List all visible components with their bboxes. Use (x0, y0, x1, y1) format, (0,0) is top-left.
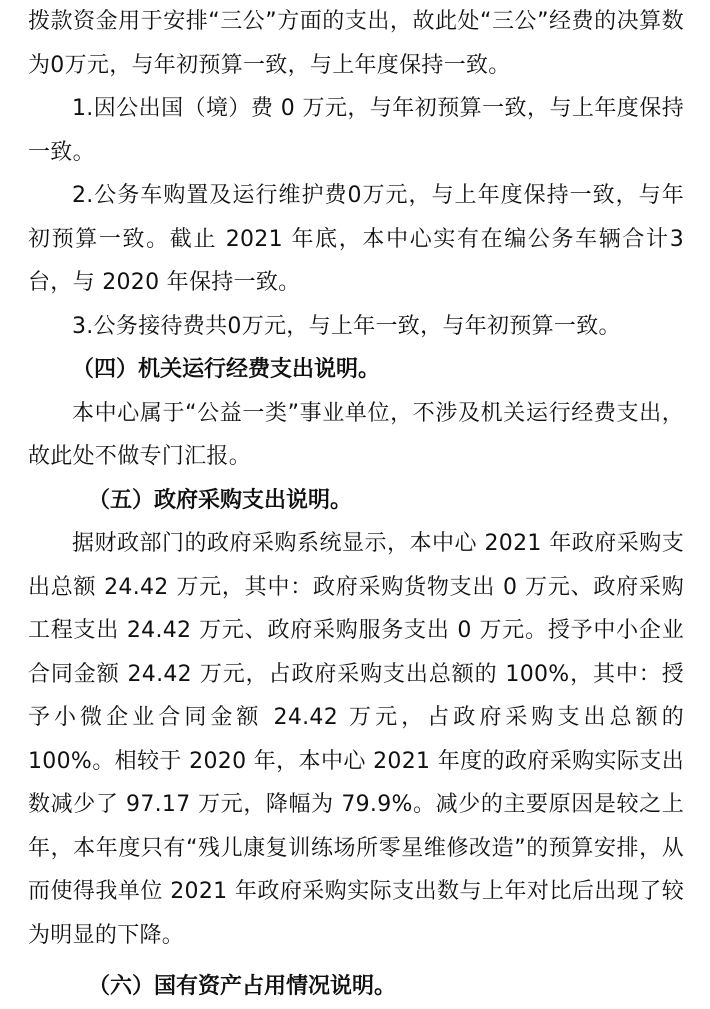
paragraph-official-vehicles: 2.公务车购置及运行维护费0万元，与上年度保持一致，与年初预算一致。截止 2021 年底，本中心实有在编公务车辆合计3台，与 2020 年保持一致。 (28, 183, 684, 295)
paragraph-sangong-continued: 拨款资金用于安排“三公”方面的支出，故此处“三公”经费的决算数为0万元，与年初预算一致，与上年度保持一致。 (28, 9, 684, 78)
section-heading-4: （四）机关运行经费支出说明。 (72, 357, 381, 382)
section-heading-5: （五）政府采购支出说明。 (88, 487, 353, 513)
paragraph-government-procurement: 据财政部门的政府采购系统显示，本中心 2021 年政府采购支出总额 24.42 万元，其中：政府采购货物支出 0 万元、政府采购工程支出 24.42 万元、政府采购服务支出 0 万元。授予中小企业合同金额 24.42 万元，占政府采购支出总额的 100%，其中：授予小微企业合同金额 24.42 万元，占政府采购支出总额的 100%。相较于 2020 年，本中心 2021 年度的政府采购实际支出数减少了 97.17 万元，降幅为 79.9%。减少的主要原因是较之上年，本年度只有“残儿康复训练场所零星维修改造”的预算安排，从而使得我单位 2021 年政府采购实际支出数与上年对比后出现了较为明显的下降。 (28, 531, 684, 948)
document-page (28, 0, 684, 1009)
section-heading-6: （六）国有资产占用情况说明。 (88, 974, 397, 999)
paragraph-overseas-travel: 1.因公出国（境）费 0 万元，与年初预算一致，与上年度保持一致。 (28, 96, 684, 165)
paragraph-official-reception: 3.公务接待费共0万元，与上年一致，与年初预算一致。 (72, 313, 621, 339)
paragraph-operating-expenses: 本中心属于“公益一类”事业单位，不涉及机关运行经费支出，故此处不做专门汇报。 (28, 400, 684, 469)
